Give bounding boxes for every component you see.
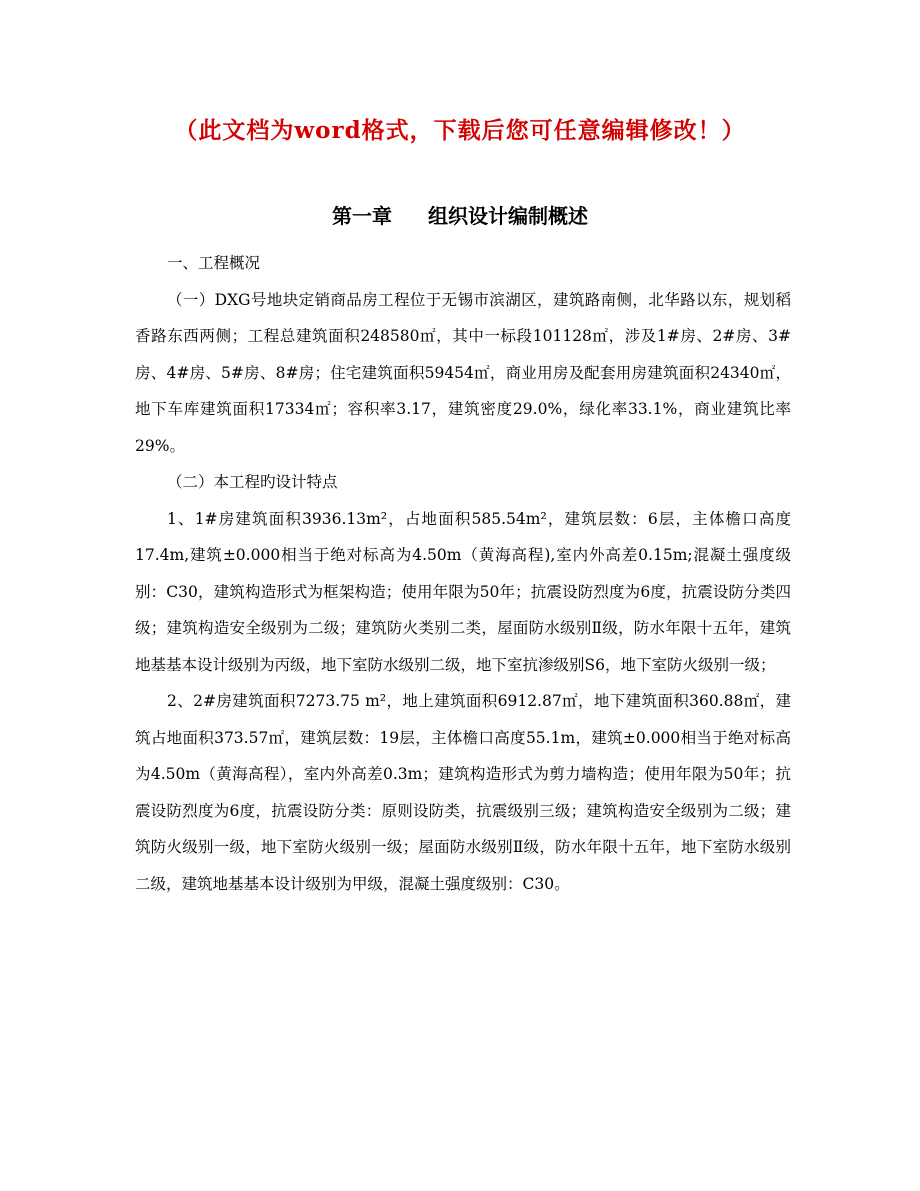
paragraph-building-1: 1、1#房建筑面积3936.13m²，占地面积585.54m²，建筑层数：6层，主体檐口高度17.4m,建筑±0.000相当于绝对标高为4.50m（黄海高程),室内外高差0.15m;混凝土强度级别：C30，建筑构造形式为框架构造；使用年限为50年；抗震设防烈度为6度，抗震设防分类四级；建筑构造安全级别为二级；建筑防火类别二类，屋面防水级别Ⅱ级，防水年限十五年，建筑地基基本设计级别为丙级，地下室防水级别二级，地下室抗渗级别S6，地下室防火级别一级； bbox=[135, 509, 791, 674]
edit-notice-banner: （此文档为word格式，下载后您可任意编辑修改！） bbox=[174, 117, 746, 144]
chapter-heading: 组织设计编制概述 bbox=[428, 204, 588, 228]
subsection-heading-design-features: （二）本工程旳设计特点 bbox=[167, 473, 338, 491]
section-heading-project-overview: 一、工程概况 bbox=[167, 254, 261, 272]
paragraph-building-2: 2、2#房建筑面积7273.75 m²，地上建筑面积6912.87㎡，地下建筑面积360.88㎡，建筑占地面积373.57㎡，建筑层数：19层，主体檐口高度55.1m，建筑±0.000相当于绝对标高为4.50m（黄海高程），室内外高差0.3m；建筑构造形式为剪力墙构造；使用年限为50年；抗震设防烈度为6度，抗震设防分类：原则设防类，抗震级别三级；建筑构造安全级别为二级；建筑防火级别一级，地下室防火级别一级；屋面防水级别Ⅱ级，防水年限十五年，地下室防水级别二级，建筑地基基本设计级别为甲级，混凝土强度级别：C30。 bbox=[135, 692, 791, 893]
chapter-title bbox=[0, 200, 920, 229]
paragraph-project-location: （一）DXG号地块定销商品房工程位于无锡市滨湖区，建筑路南侧，北华路以东，规划稻香路东西两侧；工程总建筑面积248580㎡，其中一标段101128㎡，涉及1#房、2#房、3#房、4#房、5#房、8#房；住宅建筑面积59454㎡，商业用房及配套用房建筑面积24340㎡，地下车库建筑面积17334㎡；容积率3.17，建筑密度29.0%，绿化率33.1%，商业建筑比率29%。 bbox=[135, 290, 791, 455]
document-body bbox=[135, 245, 791, 902]
chapter-number: 第一章 bbox=[332, 204, 392, 228]
